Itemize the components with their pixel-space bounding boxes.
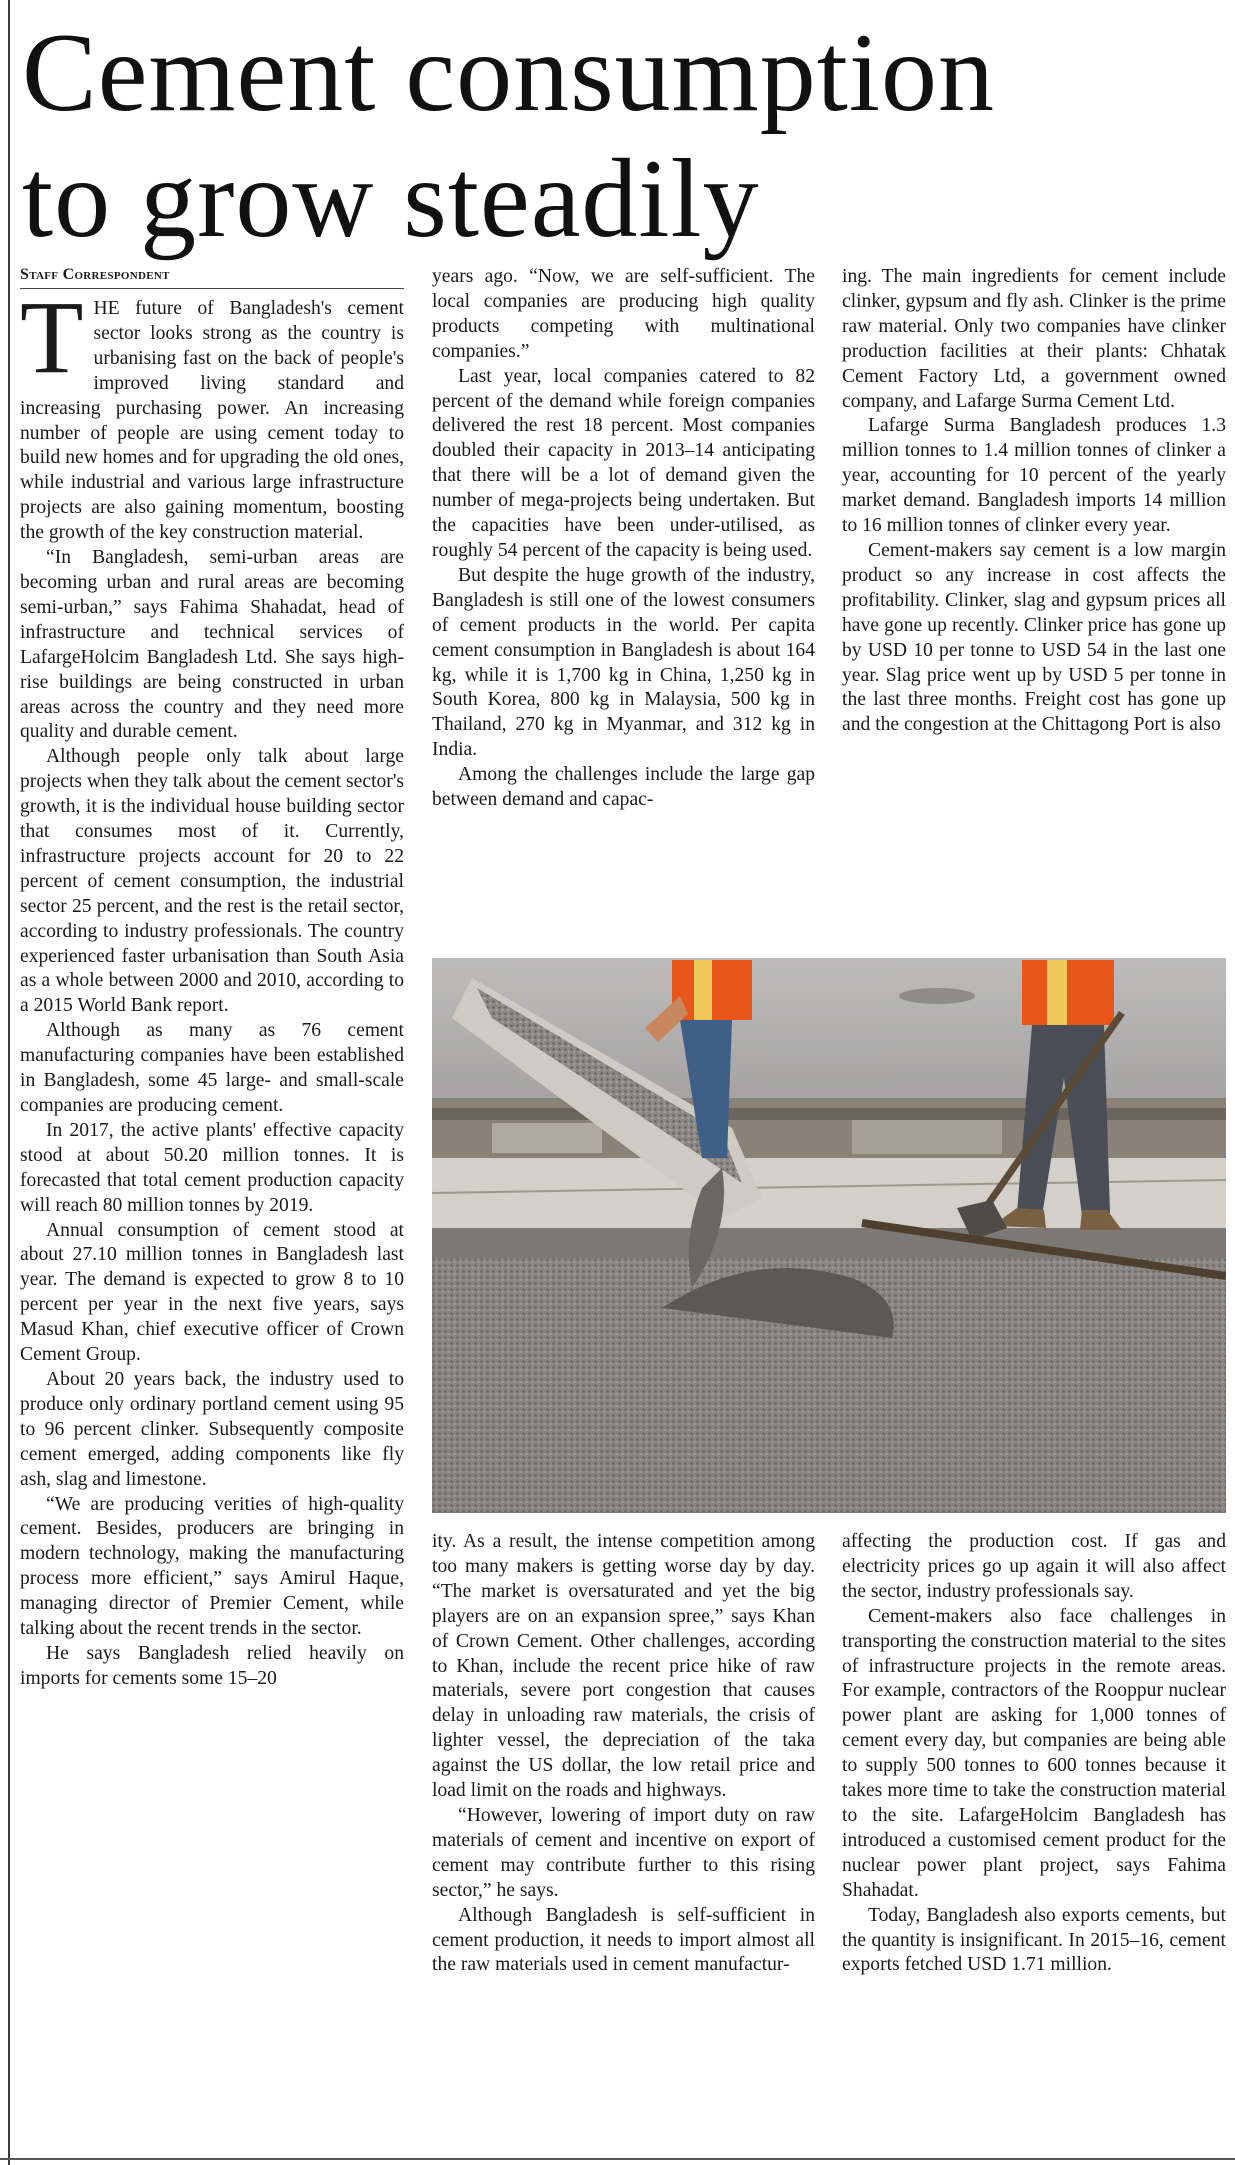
construction-workers-pouring-concrete-photo xyxy=(432,958,1226,1513)
paragraph: Annual consumption of cement stood at about 27.10 million tonnes in Bangladesh last year. The demand is expected to grow 8 to 10 percent per year in the next five years, says Masud Khan, chief executive officer of Crown Cement Group. xyxy=(20,1219,404,1366)
drop-cap: T xyxy=(20,280,84,395)
article-column-1 xyxy=(20,265,404,2150)
paragraph: Today, Bangladesh also exports cements, but the quantity is insignificant. In 2015–16, cement exports fetched USD 1.71 million. xyxy=(842,1904,1226,1976)
lead-paragraph xyxy=(20,280,404,546)
paragraph: ity. As a result, the intense competition among too many makers is getting worse day by day. “The market is oversaturated and yet the big players are on an expansion spree,” says Khan of Crown Cement. Other challenges, according to Khan, include the recent price hike of raw materials, severe port congestion that causes delay in unloading raw materials, the crisis of lighter vessel, the depreciation of the taka against the US dollar, the low retail price and load limit on the roads and highways. xyxy=(432,1531,815,1802)
paragraph: Lafarge Surma Bangladesh produces 1.3 million tonnes to 1.4 million tonnes of clinker a year, accounting for 10 percent of the yearly market demand. Bangladesh imports 14 million to 16 million tonnes of clinker every year. xyxy=(842,415,1226,537)
paragraph: Although Bangladesh is self-sufficient in cement production, it needs to import almost all the raw materials used in cement manufactur- xyxy=(432,1904,815,1976)
headline-line-1: Cement consumption xyxy=(22,11,996,135)
paragraph: “In Bangladesh, semi-urban areas are becoming urban and rural areas are becoming semi-urban,” says Fahima Shahadat, head of infrastructure and technical services of LafargeHolcim Bangladesh Ltd. She says high-rise buildings are being constructed in urban areas across the country and they need more quality and durable cement. xyxy=(20,547,404,743)
paragraph: In 2017, the active plants' effective capacity stood at about 50.20 million tonnes. It is forecasted that total cement production capacity will reach 80 million tonnes by 2019. xyxy=(20,1119,404,1216)
article-column-2-top xyxy=(432,265,815,922)
paragraph: affecting the production cost. If gas and electricity prices go up again it will also affect the sector, industry professionals say. xyxy=(842,1531,1226,1602)
photo-illustration xyxy=(432,958,1226,1513)
lead-text: HE future of Bangladesh's cement sector looks strong as the country is urbanising fast on the back of people's improved living standard and increasing purchasing power. An increasing number of people are using cement today to build new homes and for upgrading the old ones, while industrial and various large infrastructure projects are also gaining momentum, boosting the growth of the key construction material. xyxy=(20,298,404,544)
paragraph: ing. The main ingredients for cement include clinker, gypsum and fly ash. Clinker is the prime raw material. Only two companies have clinker production facilities at their plants: Chhatak Cement Factory Ltd, a government owned company, and Lafarge Surma Cement Ltd. xyxy=(842,266,1226,412)
left-column-rule xyxy=(8,0,10,2165)
paragraph: years ago. “Now, we are self-sufficient. The local companies are producing high quality products competing with multinational companies.” xyxy=(432,266,815,362)
byline: Staff Correspondent xyxy=(20,265,404,289)
paragraph: Cement-makers also face challenges in transporting the construction material to the sites of infrastructure projects in the remote areas. For example, contractors of the Rooppur nuclear power plant are asking for 1,000 tonnes of cement every day, but companies are being able to supply 500 tonnes to 600 tonnes because it takes more time to take the construction material to the site. LafargeHolcim Bangladesh has introduced a customised cement product for the nuclear power plant project, says Fahima Shahadat. xyxy=(842,1605,1226,1901)
paragraph: Among the challenges include the large gap between demand and capac- xyxy=(432,764,815,811)
paragraph: About 20 years back, the industry used to produce only ordinary portland cement using 95 to 96 percent clinker. Subsequently composite cement emerged, adding components like fly ash, slag and limestone. xyxy=(20,1368,404,1490)
paragraph: Last year, local companies catered to 82 percent of the demand while foreign companies delivered the rest 18 percent. Most companies doubled their capacity in 2013–14 anticipating that there will be a lot of demand given the number of mega-projects being undertaken. But the capacities have been under-utilised, as roughly 54 percent of the capacity is being used. xyxy=(432,365,815,561)
paragraph: But despite the huge growth of the industry, Bangladesh is still one of the lowest consumers of cement products in the world. Per capita cement consumption in Bangladesh is about 164 kg, while it is 1,700 kg in China, 1,250 kg in South Korea, 800 kg in Malaysia, 500 kg in Thailand, 270 kg in Myanmar, and 312 kg in India. xyxy=(432,564,815,761)
paragraph: Although as many as 76 cement manufacturing companies have been established in Bangladesh, some 45 large- and small-scale companies are producing cement. xyxy=(20,1020,404,1116)
article-column-2-bottom xyxy=(432,1530,815,2150)
article-column-3-bottom xyxy=(842,1530,1226,2150)
headline-line-2: to grow steadily xyxy=(22,137,760,261)
paragraph: Although people only talk about large projects when they talk about the cement sector's growth, it is the individual house building sector that consumes most of it. Currently, infrastructure projects account for 20 to 22 percent of cement consumption, the industrial sector 25 percent, and the rest is the retail sector, according to industry professionals. The country experienced faster urbanisation than South Asia as a whole between 2000 and 2010, according to a 2015 World Bank report. xyxy=(20,746,404,1017)
article-column-3-top xyxy=(842,265,1226,922)
bottom-rule xyxy=(0,2158,1235,2160)
paragraph: “However, lowering of import duty on raw materials of cement and incentive on export of cement may contribute further to this rising sector,” he says. xyxy=(432,1804,815,1901)
headline xyxy=(22,10,1222,262)
paragraph: “We are producing verities of high-quality cement. Besides, producers are bringing in modern technology, making the manufacturing process more efficient,” says Amirul Haque, managing director of Premier Cement, while talking about the recent trends in the sector. xyxy=(20,1493,404,1640)
paragraph: He says Bangladesh relied heavily on imports for cements some 15–20 xyxy=(20,1642,404,1689)
paragraph: Cement-makers say cement is a low margin product so any increase in cost affects the profitability. Clinker, slag and gypsum prices all have gone up recently. Clinker price has gone up by USD 10 per tonne to USD 54 in the last one year. Slag price went up by USD 5 per tonne in the last three months. Freight cost has gone up and the congestion at the Chittagong Port is also xyxy=(842,539,1226,736)
